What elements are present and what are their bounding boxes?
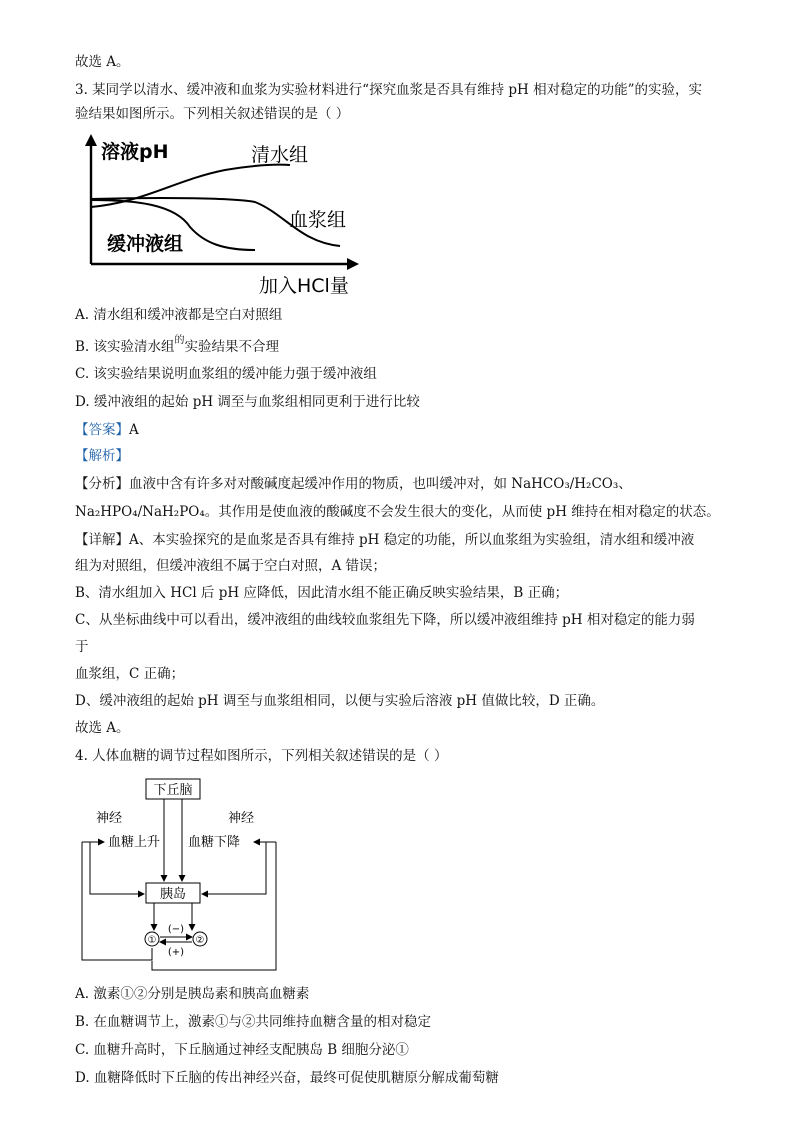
xiangjie-c-line3: 血浆组，C 正确； <box>75 666 185 682</box>
pancreas-label: 胰岛 <box>159 887 187 902</box>
water-label: 清水组 <box>251 144 309 166</box>
hormone-2-label: ② <box>195 935 205 946</box>
promote-label: (+) <box>167 947 185 958</box>
nerve-left-label: 神经 <box>96 811 123 826</box>
q3-option-a: A. 清水组和缓冲液都是空白对照组 <box>75 307 283 323</box>
q3-option-b <box>75 337 725 359</box>
analysis-label <box>75 446 725 466</box>
xiangjie-c-line2: 于 <box>75 639 89 655</box>
q4-option-a: A. 激素①②分别是胰岛素和胰高血糖素 <box>75 986 310 1002</box>
y-axis-label: 溶液pH <box>101 141 169 163</box>
q4-stem: 4. 人体血糖的调节过程如图所示，下列相关叙述错误的是（ ） <box>75 748 448 764</box>
nerve-right-label: 神经 <box>228 811 255 826</box>
q3-stem-line1: 3. 某同学以清水、缓冲液和血浆为实验材料进行“探究血浆是否具有维持 pH 相对稳定的功能”的实验，实 <box>75 82 702 98</box>
option-b-superscript: 的 <box>174 335 185 346</box>
xiangjie-line2: 组为对照组，但缓冲液组不属于空白对照，A 错误； <box>75 558 387 574</box>
xiangjie-c-line1: C、从坐标曲线中可以看出，缓冲液组的曲线较血浆组先下降，所以缓冲液组维持 pH 相对稳定的能力弱 <box>75 612 695 628</box>
ph-chart <box>75 132 375 300</box>
xiangjie-label: 【详解】 <box>75 532 129 548</box>
plasma-label: 血浆组 <box>289 209 347 231</box>
q4-option-c: C. 血糖升高时，下丘脑通过神经支配胰岛 B 细胞分泌① <box>75 1042 409 1058</box>
buffer-label: 缓冲液组 <box>107 233 184 255</box>
q3-stem-line2: 验结果如图所示。下列相关叙述错误的是（ ） <box>75 106 350 122</box>
q3-option-d: D. 缓冲液组的起始 pH 调至与血浆组相同更利于进行比较 <box>75 394 420 410</box>
x-axis-arrow <box>347 258 359 270</box>
option-b-text: B. 该实验清水组 <box>75 339 175 355</box>
fenxi-line1 <box>75 474 725 494</box>
q3-conclusion: 故选 A。 <box>75 720 130 736</box>
glucose-up-label: 血糖上升 <box>108 835 161 850</box>
glucose-regulation-diagram <box>76 776 284 976</box>
xiangjie-d: D、缓冲液组的起始 pH 调至与血浆组相同，以便与实验后溶液 pH 值做比较，D 正确。 <box>75 693 605 709</box>
option-b-text-end: 实验结果不合理 <box>184 339 280 355</box>
hormone-1-label: ① <box>147 935 157 946</box>
hypothalamus-label: 下丘脑 <box>153 783 193 798</box>
glucose-down-label: 血糖下降 <box>188 835 241 850</box>
x-axis-label: 加入HCl量 <box>259 275 349 297</box>
answer-value: A <box>129 422 139 438</box>
y-axis-arrow <box>85 134 97 146</box>
answer-line <box>75 420 725 440</box>
inhibit-label: (−) <box>167 924 185 935</box>
q3-option-c: C. 该实验结果说明血浆组的缓冲能力强于缓冲液组 <box>75 366 377 382</box>
q4-option-b: B. 在血糖调节上，激素①与②共同维持血糖含量的相对稳定 <box>75 1014 432 1030</box>
analysis-label-text: 【解析】 <box>75 448 129 464</box>
xiangjie-text: A、本实验探究的是血浆是否具有维持 pH 稳定的功能，所以血浆组为实验组，清水组和缓冲液 <box>129 532 695 548</box>
xiangjie-line1 <box>75 530 725 550</box>
fenxi-text: 血液中含有许多对对酸碱度起缓冲作用的物质，也叫缓冲对，如 NaHCO₃/H₂CO₃、 <box>129 476 632 492</box>
xiangjie-b: B、清水组加入 HCl 后 pH 应降低，因此清水组不能正确反映实验结果，B 正确； <box>75 585 569 601</box>
q2-conclusion: 故选 A。 <box>75 54 130 70</box>
answer-label: 【答案】 <box>75 422 129 438</box>
q4-option-d: D. 血糖降低时下丘脑的传出神经兴奋，最终可促使肌糖原分解成葡萄糖 <box>75 1070 499 1086</box>
fenxi-line2: Na₂HPO₄/NaH₂PO₄。其作用是使血液的酸碱度不会发生很大的变化，从而使 pH 维持在相对稳定的状态。 <box>75 504 720 520</box>
feedback-left <box>82 842 152 960</box>
fenxi-label: 【分析】 <box>75 476 129 492</box>
